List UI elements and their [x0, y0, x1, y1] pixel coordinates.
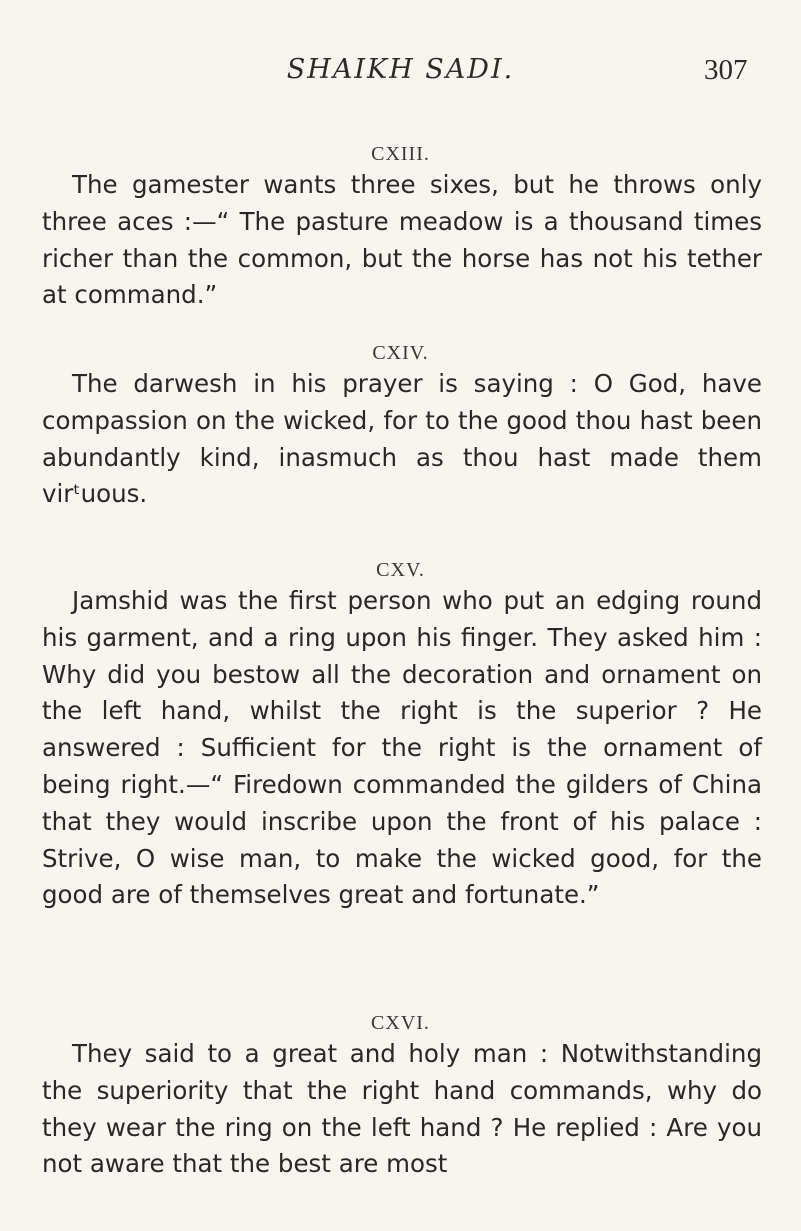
section-heading: CXVI.: [371, 1012, 430, 1034]
running-head: [0, 54, 801, 94]
section-heading: CXV.: [376, 559, 425, 581]
page-number: 307: [704, 54, 748, 86]
section-heading: CXIV.: [372, 342, 429, 364]
section-paragraph: They said to a great and holy man : Notwithstanding the superiority that the right hand commands, why do they wear the ring on the left hand ? He replied : Are you not aware that the best are most: [42, 1039, 762, 1179]
section-heading: CXIII.: [371, 143, 430, 165]
section-paragraph: The gamester wants three sixes, but he throws only three aces :—“ The pasture meadow is a thousand times richer than the common, but the horse has not his tether at command.”: [42, 170, 762, 310]
section-paragraph: Jamshid was the first person who put an edging round his garment, and a ring upon his finger. They asked him : Why did you bestow all the decoration and ornament on the left hand, whilst the right is the superior ? He answered : Sufficient for the right is the ornament of being right.—“ Firedown commanded the gilders of China that they would inscribe upon the front of his palace : Strive, O wise man, to make the wicked good, for the good are of themselves great and fortunate.”: [42, 586, 762, 910]
running-title: SHAIKH SADI.: [286, 54, 515, 85]
section-paragraph: The darwesh in his prayer is saying : O God, have compassion on the wicked, for to the good thou hast been abundantly kind, inasmuch as thou hast made them virᵗuous.: [42, 369, 762, 509]
